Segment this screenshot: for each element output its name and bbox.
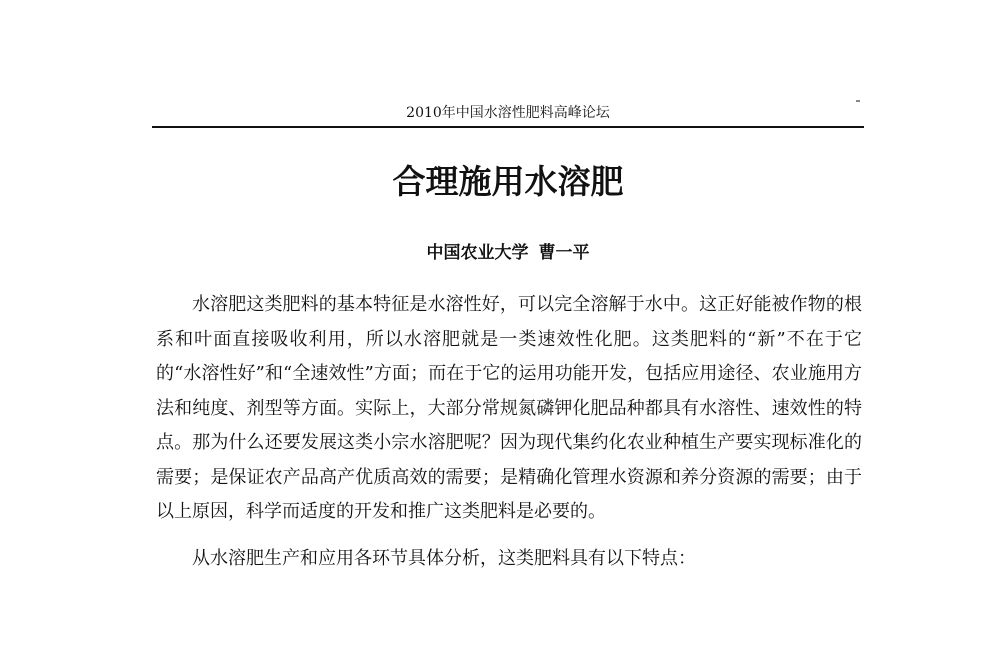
author-affiliation: 中国农业大学: [426, 243, 529, 263]
author-name: 曹一平: [538, 243, 590, 263]
running-header: 2010年中国水溶性肥料高峰论坛: [406, 105, 610, 121]
article-title: 合理施用水溶肥: [392, 162, 624, 201]
article-body: [156, 288, 862, 576]
paragraph: 水溶肥这类肥料的基本特征是水溶性好，可以完全溶解于水中。这正好能被作物的根系和叶面直接吸收利用，所以水溶肥就是一类速效性化肥。这类肥料的“新”不在于它的“水溶性好”和“全速效性”方面；而在于它的运用功能开发，包括应用途径、农业施用方法和纯度、剂型等方面。实际上，大部分常规氮磷钾化肥品种都具有水溶性、速效性的特点。那为什么还要发展这类小宗水溶肥呢？因为现代集约化农业种植生产要实现标准化的需要；是保证农产品高产优质高效的需要；是精确化管理水资源和养分资源的需要；由于以上原因，科学而适度的开发和推广这类肥料是必要的。: [156, 294, 862, 522]
header-rule: [152, 126, 864, 128]
scan-mark: [856, 100, 860, 102]
byline: [152, 242, 864, 264]
paragraph: 从水溶肥生产和应用各环节具体分析，这类肥料具有以下特点：: [192, 547, 696, 569]
